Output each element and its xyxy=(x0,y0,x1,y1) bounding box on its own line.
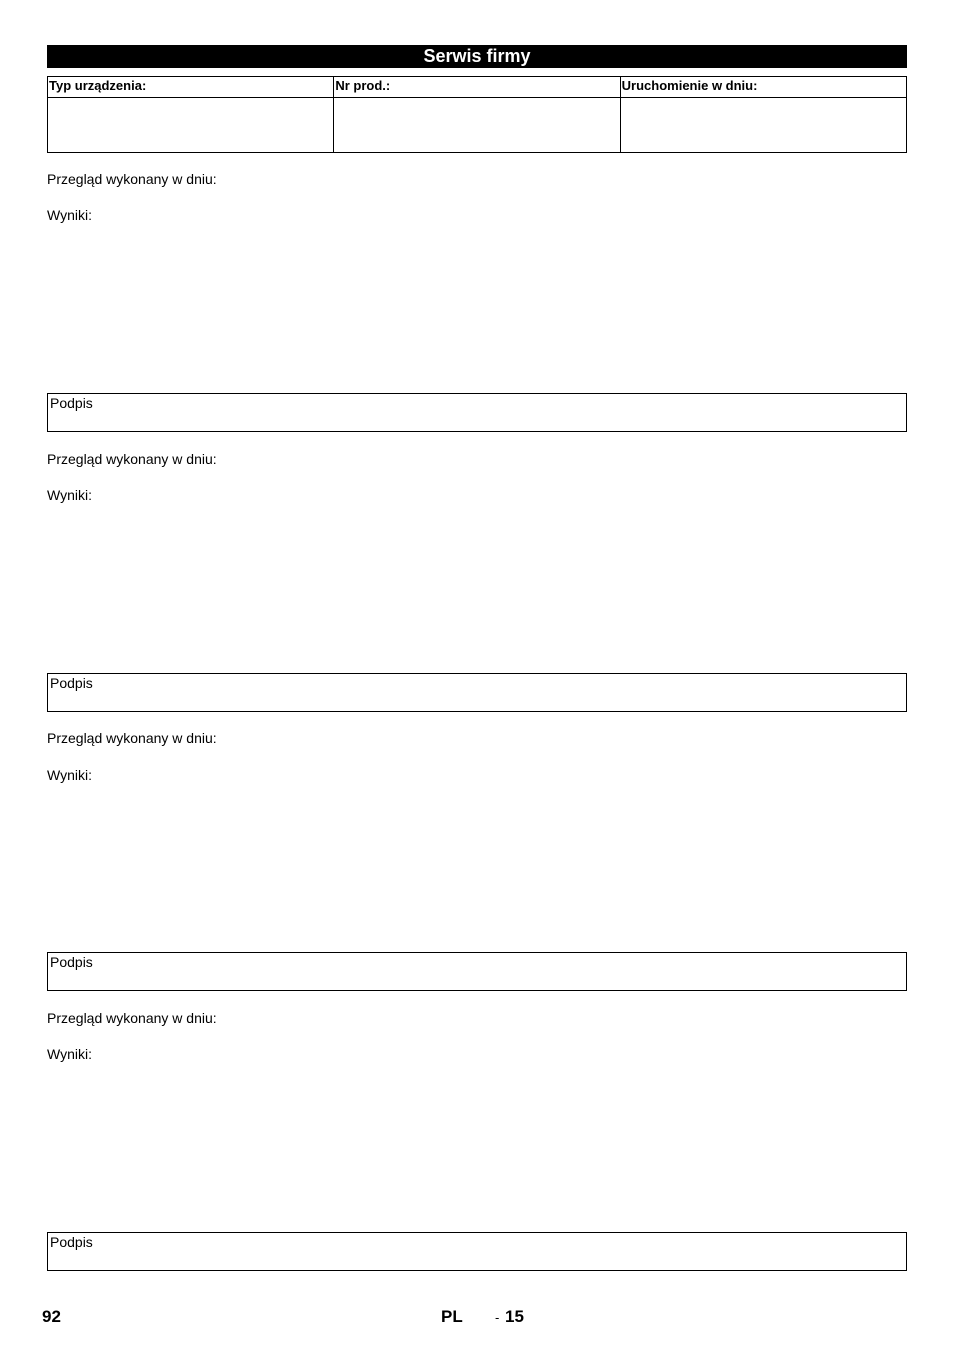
language-code: PL xyxy=(441,1307,463,1326)
inspection-date-label: Przegląd wykonany w dniu: xyxy=(47,1010,217,1026)
results-label: Wyniki: xyxy=(47,487,92,503)
results-label: Wyniki: xyxy=(47,207,92,223)
inspection-date-label: Przegląd wykonany w dniu: xyxy=(47,730,217,746)
signature-box[interactable] xyxy=(47,393,907,432)
signature-box[interactable] xyxy=(47,673,907,712)
page-title: Serwis firmy xyxy=(47,45,907,68)
footer-dash: - xyxy=(495,1310,500,1325)
column-header-device-type: Typ urządzenia: xyxy=(48,77,334,98)
inspection-date-label: Przegląd wykonany w dniu: xyxy=(47,171,217,187)
product-number-field[interactable] xyxy=(334,98,620,153)
inspection-date-label: Przegląd wykonany w dniu: xyxy=(47,451,217,467)
results-label: Wyniki: xyxy=(47,1046,92,1062)
device-type-field[interactable] xyxy=(48,98,334,153)
table-row xyxy=(48,98,907,153)
signature-label: Podpis xyxy=(50,1234,93,1250)
signature-label: Podpis xyxy=(50,954,93,970)
page-number: 92 xyxy=(42,1307,61,1326)
device-info-table xyxy=(47,76,907,153)
section-page-number: 15 xyxy=(505,1307,524,1326)
table-header-row xyxy=(48,77,907,98)
signature-label: Podpis xyxy=(50,675,93,691)
commissioning-date-field[interactable] xyxy=(620,98,906,153)
column-header-product-number: Nr prod.: xyxy=(334,77,620,98)
results-label: Wyniki: xyxy=(47,767,92,783)
signature-box[interactable] xyxy=(47,1232,907,1271)
column-header-commissioning-date: Uruchomienie w dniu: xyxy=(620,77,906,98)
signature-label: Podpis xyxy=(50,395,93,411)
signature-box[interactable] xyxy=(47,952,907,991)
